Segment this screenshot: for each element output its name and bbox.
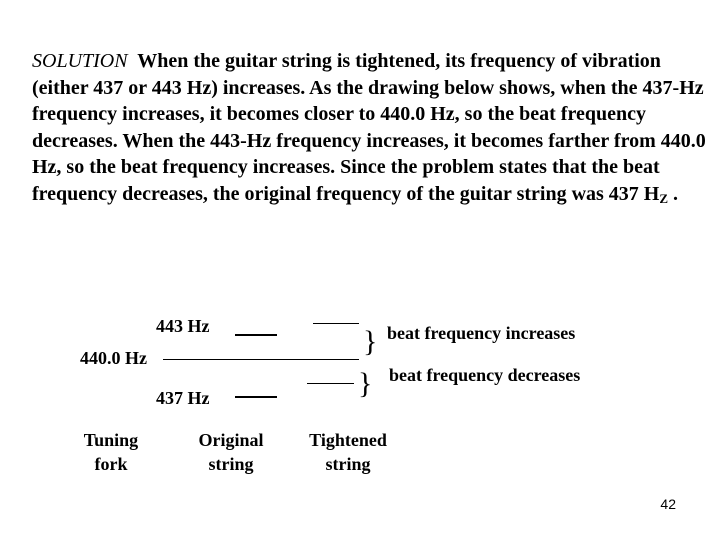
tightened-lower-line: [307, 383, 354, 384]
original-437-line: [235, 396, 277, 398]
tuning-fork-caption-line1: Tuning: [83, 430, 139, 450]
original-string-caption: [181, 428, 281, 476]
lower-brace-label: beat frequency decreases: [389, 365, 581, 385]
tightened-string-caption-line2: string: [325, 454, 371, 474]
original-443-line: [235, 334, 277, 336]
solution-paragraph: [32, 48, 712, 207]
solution-text: When the guitar string is tightened, its frequency of vibration (either 437 or 443 Hz) increases. As the drawing below shows, when the 437-Hz frequency increases, it becomes closer to 440.0 Hz, so the beat frequency decreases. When the 443-Hz frequency increases, it becomes farther from 440.0 Hz, so the beat frequency increases. Since the problem states that the beat frequency decreases, the original frequency of the guitar string was 437 H: [32, 50, 706, 205]
original-string-caption-line1: Original: [198, 430, 264, 450]
label-440hz: 440.0 Hz: [80, 348, 147, 368]
page-number: 42: [660, 496, 676, 512]
label-437hz: 437 Hz: [156, 388, 210, 408]
label-443hz: 443 Hz: [156, 316, 210, 336]
tuning-fork-caption: [66, 428, 156, 476]
tightened-upper-line: [313, 323, 359, 324]
lower-brace: }: [358, 367, 373, 400]
solution-subscript: Z: [659, 190, 669, 206]
solution-lead: SOLUTION: [32, 50, 128, 72]
tightened-string-caption-line1: Tightened: [309, 430, 387, 450]
tightened-string-caption: [292, 428, 404, 476]
upper-brace: }: [363, 325, 378, 358]
upper-brace-label: beat frequency increases: [387, 323, 576, 343]
solution-text-end: .: [668, 182, 679, 205]
tuning-fork-caption-line2: fork: [94, 454, 128, 474]
tuning-fork-line: [163, 359, 359, 360]
original-string-caption-line2: string: [208, 454, 254, 474]
